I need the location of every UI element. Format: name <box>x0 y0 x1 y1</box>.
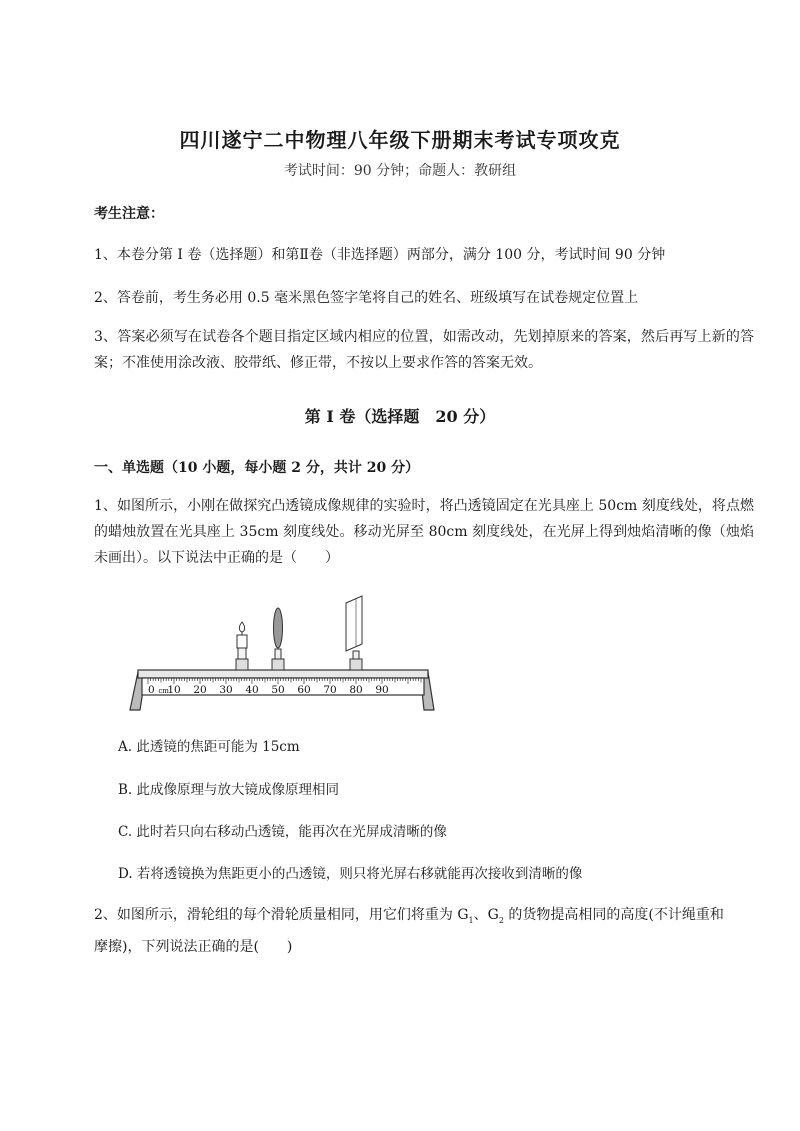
notice-item-1: 1、本卷分第 I 卷（选择题）和第Ⅱ卷（非选择题）两部分，满分 100 分，考试时间 90 分钟 <box>94 247 666 263</box>
ruler-label: 70 <box>323 684 337 696</box>
question-2-stem-line2: 摩擦)，下列说法正确的是( ) <box>94 938 293 955</box>
section-title: 第 I 卷（选择题 20 分） <box>304 407 496 426</box>
page-title: 四川遂宁二中物理八年级下册期末考试专项攻克 <box>179 128 621 152</box>
convex-lens <box>272 608 284 670</box>
question-2-stem-part2: 、G <box>473 907 499 923</box>
candle <box>236 622 248 670</box>
ruler-label: 30 <box>219 684 233 696</box>
question-2-stem-part3: 的货物提高相同的高度(不计绳重和 <box>503 907 724 923</box>
question-2-stem <box>94 902 754 960</box>
notice-item-2: 2、答卷前，考生务必用 0.5 毫米黑色签字笔将自己的姓名、班级填写在试卷规定位置上 <box>94 290 639 306</box>
ruler-label: 80 <box>349 684 363 696</box>
g2-subscript: 2 <box>498 915 504 925</box>
notice-item-3: 3、答案必须写在试卷各个题目指定区域内相应的位置，如需改动，先划掉原来的答案，然后再写上新的答案；不准使用涂改液、胶带纸、修正带，不按以上要求作答的答案无效。 <box>94 329 754 371</box>
ruler-label: 40 <box>245 684 259 696</box>
optical-bench-figure <box>120 588 445 718</box>
ruler-label: 90 <box>375 684 389 696</box>
question-2-stem-part1: 2、如图所示，滑轮组的每个滑轮质量相同，用它们将重为 G <box>94 907 469 923</box>
question-1-option-b: B. 此成像原理与放大镜成像原理相同 <box>118 782 340 798</box>
exam-info: 考试时间：90 分钟；命题人：教研组 <box>283 163 517 179</box>
notice-heading: 考生注意： <box>94 206 164 222</box>
question-1-stem: 1、如图所示，小刚在做探究凸透镜成像规律的实验时，将凸透镜固定在光具座上 50cm 刻度线处，将点燃的蜡烛放置在光具座上 35cm 刻度线处。移动光屏至 80cm 刻度线处，在光屏上得到烛焰清晰的像（烛焰未画出）。以下说法中正确的是（ ） <box>94 498 754 566</box>
part-heading: 一、单选题（10 小题，每小题 2 分，共计 20 分） <box>94 460 420 476</box>
ruler-label: 60 <box>297 684 311 696</box>
ruler-label: 10 <box>167 684 181 696</box>
question-1-option-a: A. 此透镜的焦距可能为 15cm <box>118 739 300 755</box>
ruler-label: 20 <box>193 684 207 696</box>
light-screen <box>346 596 362 670</box>
ruler-label: 50 <box>271 684 285 696</box>
bench-rail <box>138 670 428 678</box>
ruler-label: cm <box>158 687 169 695</box>
g1-subscript: 1 <box>468 915 474 925</box>
question-1-option-d: D. 若将透镜换为焦距更小的凸透镜，则只将光屏右移就能再次接收到清晰的像 <box>118 866 583 882</box>
ruler-label: 0 <box>148 684 155 696</box>
question-1-option-c: C. 此时若只向右移动凸透镜，能再次在光屏成清晰的像 <box>118 824 447 840</box>
